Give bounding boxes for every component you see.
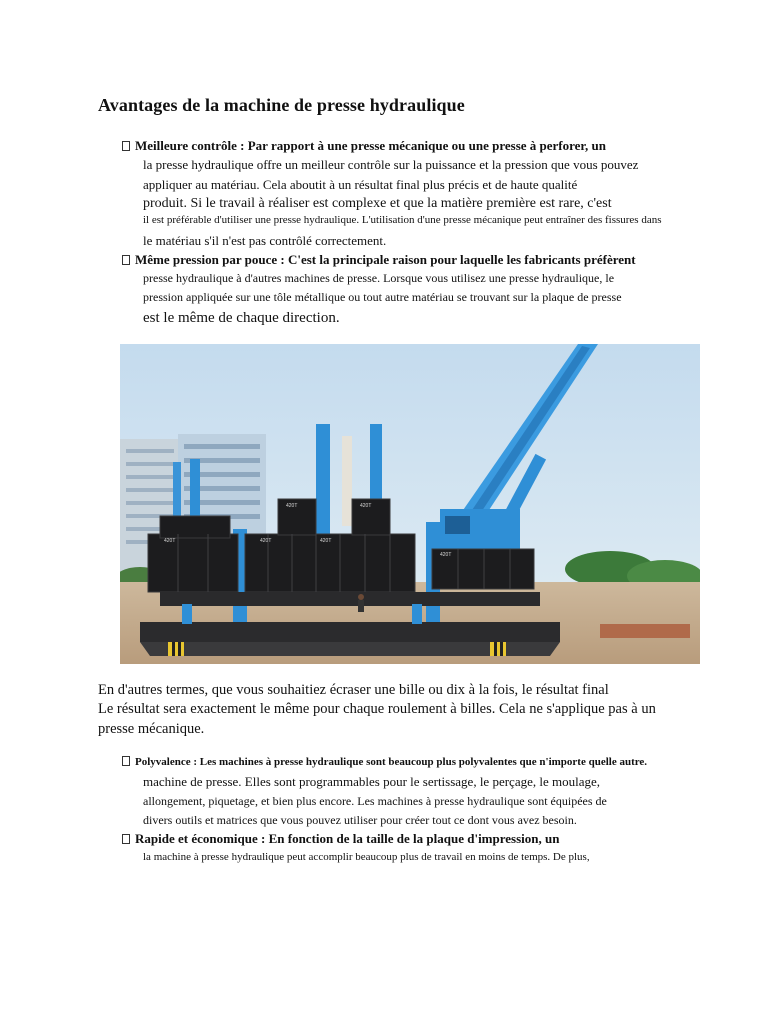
paragraph-line: En d'autres termes, que vous souhaitiez écraser une bille ou dix à la fois, le résultat final	[98, 682, 609, 698]
block-label: 420T	[164, 538, 176, 544]
text-line: allongement, piquetage, et bien plus encore. Les machines à presse hydraulique sont équipées de	[143, 794, 607, 808]
checkbox-glyph-icon	[122, 756, 130, 766]
bullet-heading-text: Même pression par pouce : C'est la principale raison pour laquelle les fabricants préfèrent	[135, 252, 636, 267]
checkbox-glyph-icon	[122, 141, 130, 151]
text-line: appliquer au matériau. Cela aboutit à un résultat final plus précis et de haute qualité	[143, 177, 578, 192]
block-label: 420T	[286, 503, 298, 509]
text-line: le matériau s'il n'est pas contrôlé correctement.	[143, 233, 387, 248]
text-line: pression appliquée sur une tôle métallique ou tout autre matériau se trouvant sur la plaque de presse	[143, 290, 622, 304]
text-line: est le même de chaque direction.	[143, 310, 340, 326]
bullet-heading-text: Meilleure contrôle : Par rapport à une presse mécanique ou une presse à perforer, un	[135, 138, 606, 153]
bullet-heading-control	[122, 138, 606, 154]
text-line: divers outils et matrices que vous pouvez utiliser pour créer tout ce dont vous avez besoin.	[143, 813, 577, 827]
block-label: 420T	[320, 538, 332, 544]
hydraulic-pile-driver-photo	[120, 344, 700, 664]
text-line: la presse hydraulique offre un meilleur contrôle sur la puissance et la pression que vous pouvez	[143, 157, 639, 172]
paragraph-line: Le résultat sera exactement le même pour chaque roulement à billes. Cela ne s'applique pas à un	[98, 701, 656, 717]
bullet-heading-pressure	[122, 252, 636, 268]
bullet-heading-text: Rapide et économique : En fonction de la taille de la plaque d'impression, un	[135, 831, 560, 846]
text-line: machine de presse. Elles sont programmables pour le sertissage, le perçage, le moulage,	[143, 774, 601, 789]
text-line: presse hydraulique à d'autres machines de presse. Lorsque vous utilisez une presse hydraulique, le	[143, 271, 615, 285]
text-line: il est préférable d'utiliser une presse hydraulique. L'utilisation d'une presse mécanique peut entraîner des fissures dans	[143, 214, 662, 226]
block-label: 420T	[260, 538, 272, 544]
machine-illustration	[120, 344, 700, 664]
block-label: 420T	[360, 503, 372, 509]
text-line: la machine à presse hydraulique peut accomplir beaucoup plus de travail en moins de temps. De plus,	[143, 851, 590, 863]
paragraph-line: presse mécanique.	[98, 721, 205, 737]
text-line: produit. Si le travail à réaliser est complexe et que la matière première est rare, c'est	[143, 196, 612, 211]
checkbox-glyph-icon	[122, 255, 130, 265]
page-title: Avantages de la machine de presse hydraulique	[98, 95, 465, 115]
bullet-heading-text: Polyvalence : Les machines à presse hydraulique sont beaucoup plus polyvalentes que n'importe quelle autre.	[135, 756, 648, 768]
checkbox-glyph-icon	[122, 834, 130, 844]
bullet-heading-versatility	[122, 756, 647, 768]
bullet-heading-fast-economic	[122, 831, 559, 847]
block-label: 420T	[440, 552, 452, 558]
